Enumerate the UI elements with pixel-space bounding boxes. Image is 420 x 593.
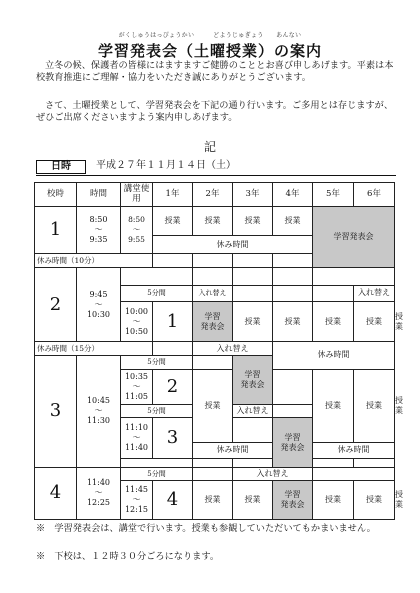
header-room: 講堂使用 bbox=[121, 183, 153, 207]
header-g3: 3年 bbox=[233, 183, 273, 207]
cell: 授業 bbox=[233, 481, 273, 520]
ki-heading: 記 bbox=[203, 140, 216, 154]
cell bbox=[273, 404, 313, 418]
break-2: 休み時間（15分） bbox=[35, 342, 153, 356]
period-4-number: 4 bbox=[35, 467, 77, 519]
period-4-room-time: 11:45 ～ 12:15 bbox=[121, 481, 153, 520]
cell: 授業 bbox=[273, 301, 313, 342]
cell-break: 休み時間 bbox=[273, 342, 395, 369]
cell-presentation: 学習 発表会 bbox=[193, 301, 233, 342]
cell bbox=[313, 285, 354, 301]
period-2-number: 2 bbox=[35, 267, 77, 342]
note-2: ※ 下校は、１２時３０分ごろになります。 bbox=[36, 551, 220, 562]
cell bbox=[193, 355, 233, 369]
table-row bbox=[35, 342, 395, 356]
room-number: 2 bbox=[153, 369, 193, 404]
cell bbox=[121, 458, 193, 467]
cell bbox=[153, 342, 193, 356]
room-number: 4 bbox=[153, 481, 193, 520]
header-g2: 2年 bbox=[193, 183, 233, 207]
cell: 授業 bbox=[354, 369, 395, 442]
cell-presentation: 学習 発表会 bbox=[273, 418, 313, 468]
period-4-time: 11:40 ～ 12:25 bbox=[77, 467, 121, 519]
cell: 授業 bbox=[153, 206, 193, 235]
header-g4: 4年 bbox=[273, 183, 313, 207]
room-number: 1 bbox=[153, 301, 193, 342]
cell bbox=[354, 458, 395, 467]
cell bbox=[273, 369, 313, 404]
cell-presentation: 学習発表会 bbox=[313, 206, 395, 267]
cell bbox=[233, 267, 273, 285]
table-row: 10:00 ～ 10:50 1 学習 発表会 授業 授業 授業 授業 授業 bbox=[35, 301, 395, 321]
five-min: 5分間 bbox=[121, 467, 193, 481]
cell: 授業 bbox=[233, 301, 273, 342]
title-ruby: がくしゅうはっぴょうかい どようじゅぎょう あんない bbox=[118, 32, 302, 39]
header-time: 時間 bbox=[77, 183, 121, 207]
header-g6: 6年 bbox=[354, 183, 395, 207]
cell-break: 休み時間 bbox=[153, 236, 313, 254]
table-row: 11:45 ～ 12:15 4 授業 授業 学習 発表会 授業 授業 授業 bbox=[35, 481, 395, 508]
cell: 授業 bbox=[354, 481, 395, 520]
break-1: 休み時間（10分） bbox=[35, 254, 153, 268]
cell bbox=[193, 254, 233, 268]
cell bbox=[193, 458, 233, 467]
cell: 授業 bbox=[273, 206, 313, 235]
divider bbox=[36, 175, 396, 176]
period-1-time: 8:50 ～ 9:35 bbox=[77, 206, 121, 253]
table-row bbox=[35, 206, 395, 235]
cell bbox=[153, 254, 193, 268]
cell-break: 休み時間 bbox=[193, 443, 273, 459]
cell: 授業 bbox=[313, 481, 354, 520]
schedule-table bbox=[34, 182, 403, 520]
table-row: 10:35 ～ 11:05 2 授業 授業 授業 授業 bbox=[35, 369, 395, 404]
note-1: ※ 学習発表会は、講堂で行います。授業も参観していただいてもかまいません。 bbox=[36, 523, 376, 534]
cell bbox=[233, 418, 273, 443]
date-label: 日時 bbox=[36, 160, 86, 174]
header-period: 校時 bbox=[35, 183, 77, 207]
five-min: 5分間 bbox=[121, 285, 193, 301]
cell bbox=[233, 285, 273, 301]
table-row bbox=[35, 467, 395, 481]
cell: 授業 bbox=[313, 369, 354, 442]
date-value: 平成２７年１１月１４日（土） bbox=[96, 160, 236, 171]
cell: 授業 bbox=[233, 206, 273, 235]
cell: 授業 bbox=[354, 301, 395, 342]
cell bbox=[193, 467, 233, 481]
period-1-number: 1 bbox=[35, 206, 77, 253]
cell bbox=[273, 285, 313, 301]
period-3-number: 3 bbox=[35, 355, 77, 467]
cell-swap: 入れ替え bbox=[193, 285, 233, 301]
body-paragraph: さて、土曜授業として、学習発表会を下記の通り行います。ご多用とは存じますが、ぜひご出席くださいますよう案内申しあげます。 bbox=[36, 100, 394, 123]
cell bbox=[233, 254, 273, 268]
cell bbox=[233, 458, 273, 467]
five-min: 5分間 bbox=[121, 355, 193, 369]
header-g5: 5年 bbox=[313, 183, 354, 207]
cell-break: 休み時間 bbox=[313, 443, 395, 459]
cell: 授業 bbox=[193, 369, 233, 442]
cell-presentation: 学習 発表会 bbox=[273, 481, 313, 520]
table-row bbox=[35, 267, 395, 285]
period-3a-room-time: 10:35 ～ 11:05 bbox=[121, 369, 153, 404]
period-3-time: 10:45 ～ 11:30 bbox=[77, 355, 121, 467]
page-title: 学習発表会（土曜授業）の案内 bbox=[97, 42, 322, 60]
period-3b-room-time: 11:10 ～ 11:40 bbox=[121, 418, 153, 459]
cell bbox=[273, 254, 313, 268]
cell bbox=[193, 267, 233, 285]
room-number: 3 bbox=[153, 418, 193, 459]
cell: 授業 bbox=[193, 481, 233, 520]
period-2-room-time: 10:00 ～ 10:50 bbox=[121, 301, 153, 342]
cell-swap: 入れ替え bbox=[193, 342, 273, 356]
header-g1: 1年 bbox=[153, 183, 193, 207]
cell-swap: 入れ替え bbox=[354, 285, 395, 301]
cell: 授業 bbox=[193, 206, 233, 235]
period-2-time: 9:45 ～ 10:30 bbox=[77, 267, 121, 342]
cell-swap: 入れ替え bbox=[233, 467, 313, 481]
period-1-room-time: 8:50 ～ 9:55 bbox=[121, 206, 153, 253]
cell-presentation: 学習 発表会 bbox=[233, 355, 273, 404]
cell-swap: 入れ替え bbox=[233, 404, 273, 418]
cell bbox=[313, 467, 395, 481]
intro-paragraph: 立冬の候、保護者の皆様にはますますご健勝のこととお喜び申しあげます。平素は本校教育推進にご理解・協力をいただき誠にありがとうございます。 bbox=[36, 60, 394, 83]
table-header-row bbox=[35, 183, 395, 207]
cell: 授業 bbox=[313, 301, 354, 342]
cell bbox=[313, 458, 354, 467]
cell bbox=[121, 267, 193, 285]
five-min: 5分間 bbox=[121, 404, 193, 418]
cell bbox=[313, 267, 395, 285]
cell bbox=[273, 267, 313, 285]
